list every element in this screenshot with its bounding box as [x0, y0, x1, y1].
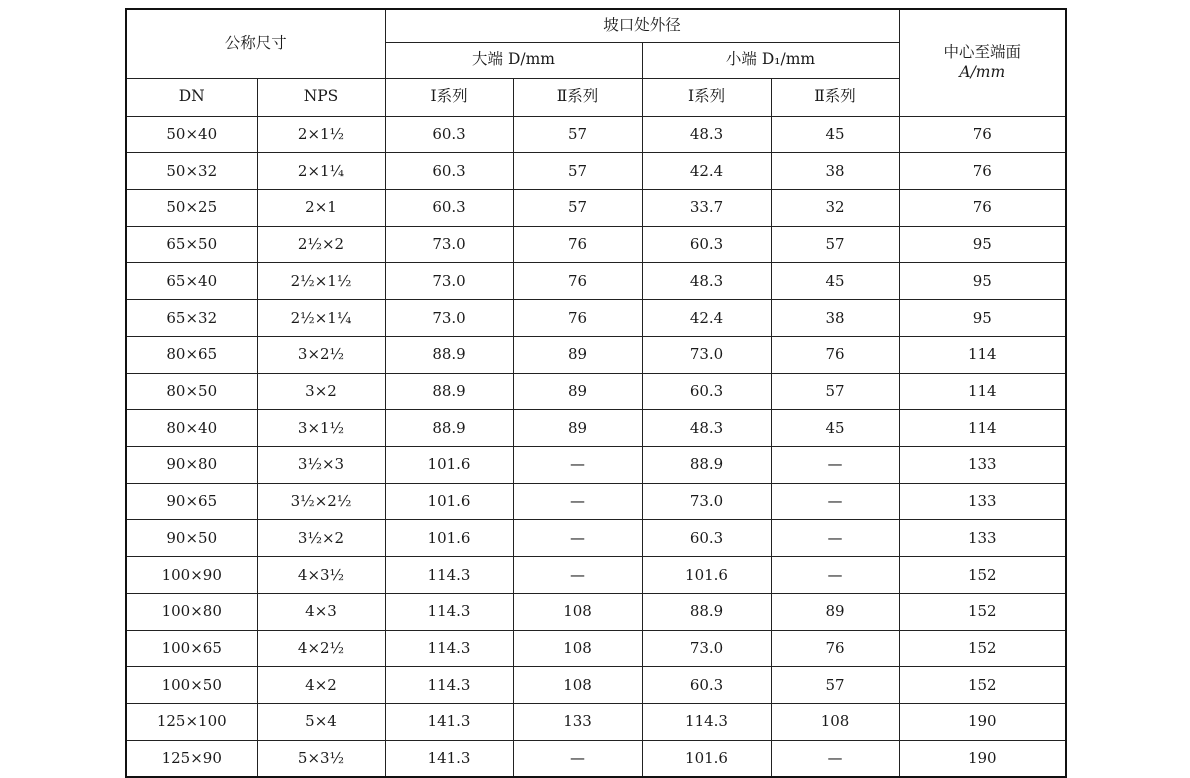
- cell-small-series2: 38: [771, 153, 899, 190]
- cell-dn: 80×40: [126, 410, 257, 447]
- cell-large-series2: —: [513, 557, 642, 594]
- cell-large-series2: 57: [513, 189, 642, 226]
- cell-center-to-end: 152: [899, 593, 1066, 630]
- cell-nps: 2½×2: [257, 226, 385, 263]
- cell-large-series2: 133: [513, 704, 642, 741]
- cell-center-to-end: 95: [899, 263, 1066, 300]
- cell-dn: 100×80: [126, 593, 257, 630]
- cell-large-series2: 89: [513, 410, 642, 447]
- cell-nps: 4×2: [257, 667, 385, 704]
- cell-dn: 125×90: [126, 740, 257, 777]
- header-large-end: 大端 D/mm: [385, 42, 642, 78]
- cell-large-series2: 57: [513, 116, 642, 153]
- cell-small-series1: 42.4: [642, 153, 771, 190]
- cell-dn: 65×32: [126, 300, 257, 337]
- cell-large-series2: —: [513, 446, 642, 483]
- cell-large-series1: 114.3: [385, 667, 513, 704]
- cell-small-series2: 38: [771, 300, 899, 337]
- cell-large-series1: 88.9: [385, 373, 513, 410]
- cell-large-series1: 60.3: [385, 153, 513, 190]
- header-large-series1: Ⅰ系列: [385, 78, 513, 116]
- cell-large-series1: 60.3: [385, 116, 513, 153]
- cell-dn: 100×90: [126, 557, 257, 594]
- cell-center-to-end: 76: [899, 189, 1066, 226]
- header-nps: NPS: [257, 78, 385, 116]
- cell-nps: 4×3½: [257, 557, 385, 594]
- cell-nps: 5×3½: [257, 740, 385, 777]
- table-row: [126, 263, 1066, 300]
- cell-large-series2: 89: [513, 373, 642, 410]
- cell-dn: 50×25: [126, 189, 257, 226]
- cell-center-to-end: 152: [899, 630, 1066, 667]
- cell-small-series1: 73.0: [642, 630, 771, 667]
- cell-large-series1: 88.9: [385, 336, 513, 373]
- cell-small-series1: 42.4: [642, 300, 771, 337]
- cell-small-series1: 101.6: [642, 557, 771, 594]
- cell-center-to-end: 95: [899, 226, 1066, 263]
- cell-large-series1: 114.3: [385, 557, 513, 594]
- header-bevel-od: 坡口处外径: [385, 9, 899, 42]
- cell-small-series1: 101.6: [642, 740, 771, 777]
- cell-large-series2: 108: [513, 593, 642, 630]
- cell-center-to-end: 190: [899, 704, 1066, 741]
- table-row: [126, 557, 1066, 594]
- cell-nps: 3½×2: [257, 520, 385, 557]
- cell-large-series2: 108: [513, 630, 642, 667]
- cell-small-series2: —: [771, 483, 899, 520]
- cell-small-series1: 60.3: [642, 520, 771, 557]
- cell-small-series2: 45: [771, 116, 899, 153]
- cell-large-series2: 108: [513, 667, 642, 704]
- cell-large-series2: —: [513, 740, 642, 777]
- cell-small-series1: 88.9: [642, 446, 771, 483]
- cell-nps: 2×1: [257, 189, 385, 226]
- cell-dn: 100×50: [126, 667, 257, 704]
- cell-small-series2: 32: [771, 189, 899, 226]
- cell-large-series2: 89: [513, 336, 642, 373]
- cell-large-series1: 60.3: [385, 189, 513, 226]
- cell-large-series1: 88.9: [385, 410, 513, 447]
- cell-dn: 50×32: [126, 153, 257, 190]
- header-center-to-end: [899, 9, 1066, 116]
- cell-nps: 4×3: [257, 593, 385, 630]
- table-body: [126, 116, 1066, 777]
- cell-center-to-end: 76: [899, 153, 1066, 190]
- table-row: [126, 740, 1066, 777]
- cell-small-series1: 33.7: [642, 189, 771, 226]
- table-row: [126, 153, 1066, 190]
- cell-large-series1: 114.3: [385, 593, 513, 630]
- header-center-to-end-title: 中心至端面: [943, 43, 1022, 62]
- cell-nps: 2½×1¼: [257, 300, 385, 337]
- cell-center-to-end: 95: [899, 300, 1066, 337]
- table-row: [126, 630, 1066, 667]
- table-row: [126, 226, 1066, 263]
- cell-large-series1: 141.3: [385, 704, 513, 741]
- table-row: [126, 593, 1066, 630]
- cell-dn: 90×50: [126, 520, 257, 557]
- header-small-series2: Ⅱ系列: [771, 78, 899, 116]
- cell-small-series1: 48.3: [642, 263, 771, 300]
- header-nominal-size: 公称尺寸: [126, 9, 385, 78]
- cell-center-to-end: 152: [899, 557, 1066, 594]
- cell-nps: 5×4: [257, 704, 385, 741]
- table-row: [126, 116, 1066, 153]
- cell-dn: 100×65: [126, 630, 257, 667]
- cell-small-series1: 60.3: [642, 373, 771, 410]
- cell-small-series2: —: [771, 446, 899, 483]
- cell-small-series2: 76: [771, 630, 899, 667]
- cell-center-to-end: 152: [899, 667, 1066, 704]
- cell-large-series1: 73.0: [385, 263, 513, 300]
- cell-small-series1: 60.3: [642, 667, 771, 704]
- cell-center-to-end: 190: [899, 740, 1066, 777]
- reducer-dimension-table: [125, 8, 1067, 778]
- cell-dn: 90×65: [126, 483, 257, 520]
- cell-nps: 3×2½: [257, 336, 385, 373]
- cell-dn: 80×65: [126, 336, 257, 373]
- cell-small-series2: 45: [771, 410, 899, 447]
- cell-small-series2: 89: [771, 593, 899, 630]
- cell-nps: 2×1¼: [257, 153, 385, 190]
- table-row: [126, 373, 1066, 410]
- header-large-series2: Ⅱ系列: [513, 78, 642, 116]
- header-dn: DN: [126, 78, 257, 116]
- cell-small-series1: 73.0: [642, 483, 771, 520]
- cell-nps: 2×1½: [257, 116, 385, 153]
- header-small-series1: Ⅰ系列: [642, 78, 771, 116]
- cell-small-series2: 57: [771, 226, 899, 263]
- cell-small-series1: 48.3: [642, 410, 771, 447]
- header-center-to-end-unit: A/mm: [959, 62, 1006, 81]
- table-row: [126, 520, 1066, 557]
- table-row: [126, 410, 1066, 447]
- cell-large-series1: 114.3: [385, 630, 513, 667]
- table-row: [126, 704, 1066, 741]
- cell-large-series1: 73.0: [385, 300, 513, 337]
- cell-nps: 3×2: [257, 373, 385, 410]
- cell-large-series2: 76: [513, 300, 642, 337]
- table-row: [126, 667, 1066, 704]
- cell-dn: 80×50: [126, 373, 257, 410]
- cell-dn: 50×40: [126, 116, 257, 153]
- cell-center-to-end: 76: [899, 116, 1066, 153]
- table-row: [126, 483, 1066, 520]
- cell-large-series1: 101.6: [385, 483, 513, 520]
- cell-large-series2: 76: [513, 226, 642, 263]
- cell-nps: 3½×2½: [257, 483, 385, 520]
- cell-large-series1: 141.3: [385, 740, 513, 777]
- cell-large-series1: 101.6: [385, 446, 513, 483]
- cell-nps: 3×1½: [257, 410, 385, 447]
- table-row: [126, 446, 1066, 483]
- cell-center-to-end: 133: [899, 446, 1066, 483]
- cell-nps: 4×2½: [257, 630, 385, 667]
- cell-small-series2: —: [771, 557, 899, 594]
- cell-small-series2: 45: [771, 263, 899, 300]
- cell-dn: 65×40: [126, 263, 257, 300]
- cell-large-series2: 76: [513, 263, 642, 300]
- header-small-end: 小端 D₁/mm: [642, 42, 899, 78]
- cell-large-series1: 101.6: [385, 520, 513, 557]
- cell-small-series1: 48.3: [642, 116, 771, 153]
- cell-small-series1: 88.9: [642, 593, 771, 630]
- cell-dn: 125×100: [126, 704, 257, 741]
- cell-small-series2: —: [771, 740, 899, 777]
- cell-small-series2: —: [771, 520, 899, 557]
- cell-small-series1: 114.3: [642, 704, 771, 741]
- table-row: [126, 189, 1066, 226]
- cell-small-series1: 73.0: [642, 336, 771, 373]
- cell-center-to-end: 114: [899, 373, 1066, 410]
- cell-small-series2: 108: [771, 704, 899, 741]
- cell-nps: 2½×1½: [257, 263, 385, 300]
- cell-large-series2: 57: [513, 153, 642, 190]
- cell-small-series2: 76: [771, 336, 899, 373]
- cell-dn: 90×80: [126, 446, 257, 483]
- cell-nps: 3½×3: [257, 446, 385, 483]
- cell-center-to-end: 133: [899, 520, 1066, 557]
- cell-center-to-end: 114: [899, 410, 1066, 447]
- cell-center-to-end: 133: [899, 483, 1066, 520]
- cell-dn: 65×50: [126, 226, 257, 263]
- cell-large-series2: —: [513, 483, 642, 520]
- cell-small-series1: 60.3: [642, 226, 771, 263]
- table-row: [126, 300, 1066, 337]
- cell-small-series2: 57: [771, 667, 899, 704]
- table-row: [126, 336, 1066, 373]
- cell-center-to-end: 114: [899, 336, 1066, 373]
- cell-small-series2: 57: [771, 373, 899, 410]
- cell-large-series1: 73.0: [385, 226, 513, 263]
- cell-large-series2: —: [513, 520, 642, 557]
